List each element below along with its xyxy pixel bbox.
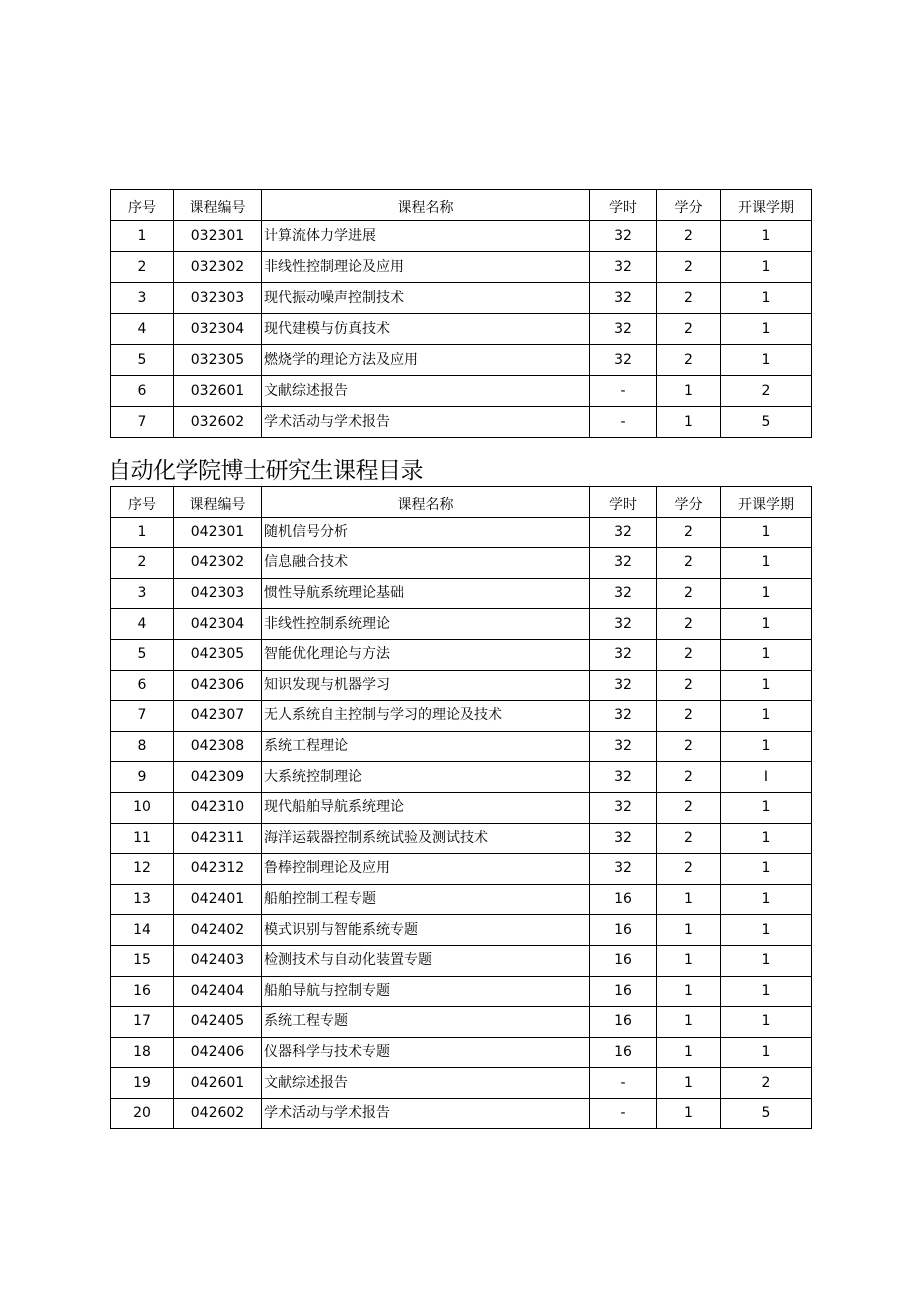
header-course-code: 课程编号 [174, 487, 262, 518]
table-row [111, 609, 812, 640]
table-row [111, 1068, 812, 1099]
cell-credits: 2 [657, 639, 721, 670]
cell-credits: 2 [657, 701, 721, 732]
cell-course-code: 042402 [174, 915, 262, 946]
table-row [111, 407, 812, 438]
cell-course-name: 信息融合技术 [262, 548, 590, 579]
cell-hours: 32 [590, 548, 657, 579]
cell-index: 11 [111, 823, 174, 854]
cell-index: 5 [111, 639, 174, 670]
cell-index: 9 [111, 762, 174, 793]
cell-hours: 32 [590, 517, 657, 548]
cell-course-name: 鲁棒控制理论及应用 [262, 854, 590, 885]
cell-hours: 16 [590, 915, 657, 946]
header-hours: 学时 [590, 487, 657, 518]
table-row [111, 252, 812, 283]
cell-semester: 1 [721, 945, 812, 976]
cell-semester: 1 [721, 345, 812, 376]
cell-credits: 1 [657, 407, 721, 438]
cell-index: 1 [111, 221, 174, 252]
cell-hours: 32 [590, 792, 657, 823]
cell-credits: 2 [657, 345, 721, 376]
cell-course-code: 032305 [174, 345, 262, 376]
table-row [111, 731, 812, 762]
cell-index: 6 [111, 376, 174, 407]
cell-index: 5 [111, 345, 174, 376]
cell-credits: 1 [657, 1098, 721, 1129]
cell-course-code: 032301 [174, 221, 262, 252]
cell-hours: 16 [590, 1037, 657, 1068]
cell-course-code: 042310 [174, 792, 262, 823]
cell-semester: 1 [721, 1037, 812, 1068]
cell-hours: 32 [590, 578, 657, 609]
cell-course-name: 现代振动噪声控制技术 [262, 283, 590, 314]
cell-course-name: 现代建模与仿真技术 [262, 314, 590, 345]
table-row [111, 639, 812, 670]
cell-credits: 1 [657, 1068, 721, 1099]
cell-credits: 2 [657, 578, 721, 609]
table-row [111, 884, 812, 915]
cell-course-code: 032304 [174, 314, 262, 345]
cell-index: 20 [111, 1098, 174, 1129]
header-index: 序号 [111, 190, 174, 221]
cell-credits: 1 [657, 1037, 721, 1068]
cell-course-name: 知识发现与机器学习 [262, 670, 590, 701]
cell-index: 6 [111, 670, 174, 701]
cell-index: 1 [111, 517, 174, 548]
cell-course-name: 随机信号分析 [262, 517, 590, 548]
cell-index: 10 [111, 792, 174, 823]
cell-course-code: 042306 [174, 670, 262, 701]
table-row [111, 1098, 812, 1129]
course-table-1 [110, 189, 812, 438]
cell-credits: 2 [657, 548, 721, 579]
table-row [111, 345, 812, 376]
cell-course-name: 非线性控制系统理论 [262, 609, 590, 640]
cell-index: 17 [111, 1007, 174, 1038]
cell-semester: 1 [721, 609, 812, 640]
cell-course-name: 计算流体力学进展 [262, 221, 590, 252]
cell-semester: 1 [721, 670, 812, 701]
cell-course-code: 042401 [174, 884, 262, 915]
cell-credits: 2 [657, 792, 721, 823]
cell-semester: 1 [721, 1007, 812, 1038]
cell-course-name: 现代船舶导航系统理论 [262, 792, 590, 823]
cell-hours: 16 [590, 976, 657, 1007]
cell-credits: 2 [657, 252, 721, 283]
cell-course-name: 无人系统自主控制与学习的理论及技术 [262, 701, 590, 732]
cell-course-name: 船舶导航与控制专题 [262, 976, 590, 1007]
cell-index: 3 [111, 283, 174, 314]
cell-credits: 2 [657, 609, 721, 640]
cell-semester: 5 [721, 1098, 812, 1129]
cell-semester: 1 [721, 792, 812, 823]
table-row [111, 548, 812, 579]
table-row [111, 823, 812, 854]
cell-index: 16 [111, 976, 174, 1007]
cell-semester: 1 [721, 578, 812, 609]
cell-course-name: 智能优化理论与方法 [262, 639, 590, 670]
cell-course-name: 学术活动与学术报告 [262, 407, 590, 438]
cell-course-name: 海洋运载器控制系统试验及测试技术 [262, 823, 590, 854]
cell-course-name: 文献综述报告 [262, 1068, 590, 1099]
cell-semester: 2 [721, 1068, 812, 1099]
cell-credits: 1 [657, 376, 721, 407]
cell-course-name: 模式识别与智能系统专题 [262, 915, 590, 946]
table-row [111, 854, 812, 885]
cell-credits: 2 [657, 283, 721, 314]
cell-course-code: 032601 [174, 376, 262, 407]
table-row [111, 283, 812, 314]
cell-semester: 1 [721, 283, 812, 314]
cell-index: 14 [111, 915, 174, 946]
cell-hours: 32 [590, 314, 657, 345]
table-header-row [111, 487, 812, 518]
header-course-name: 课程名称 [262, 487, 590, 518]
cell-credits: 1 [657, 915, 721, 946]
cell-course-code: 042308 [174, 731, 262, 762]
cell-semester: 1 [721, 517, 812, 548]
cell-course-code: 042305 [174, 639, 262, 670]
cell-hours: - [590, 1068, 657, 1099]
cell-semester: 1 [721, 884, 812, 915]
cell-credits: 2 [657, 221, 721, 252]
cell-course-code: 042309 [174, 762, 262, 793]
cell-index: 12 [111, 854, 174, 885]
cell-semester: 1 [721, 548, 812, 579]
cell-course-name: 检测技术与自动化装置专题 [262, 945, 590, 976]
cell-hours: - [590, 376, 657, 407]
cell-course-code: 042302 [174, 548, 262, 579]
cell-credits: 1 [657, 884, 721, 915]
cell-hours: 32 [590, 823, 657, 854]
cell-course-name: 大系统控制理论 [262, 762, 590, 793]
cell-course-code: 042312 [174, 854, 262, 885]
cell-credits: 2 [657, 823, 721, 854]
table-row [111, 517, 812, 548]
cell-course-code: 042403 [174, 945, 262, 976]
cell-course-name: 学术活动与学术报告 [262, 1098, 590, 1129]
cell-semester: 2 [721, 376, 812, 407]
cell-index: 4 [111, 609, 174, 640]
cell-course-name: 惯性导航系统理论基础 [262, 578, 590, 609]
cell-hours: 32 [590, 345, 657, 376]
cell-hours: 32 [590, 221, 657, 252]
cell-hours: 16 [590, 1007, 657, 1038]
cell-semester: 1 [721, 701, 812, 732]
cell-semester: 1 [721, 252, 812, 283]
table-row [111, 314, 812, 345]
cell-course-code: 042307 [174, 701, 262, 732]
header-course-name: 课程名称 [262, 190, 590, 221]
table-row [111, 1037, 812, 1068]
table-row [111, 670, 812, 701]
cell-course-name: 系统工程专题 [262, 1007, 590, 1038]
cell-credits: 1 [657, 976, 721, 1007]
cell-credits: 2 [657, 731, 721, 762]
table-row [111, 221, 812, 252]
cell-hours: 32 [590, 762, 657, 793]
cell-course-name: 船舶控制工程专题 [262, 884, 590, 915]
section-title: 自动化学院博士研究生课程目录 [108, 458, 423, 484]
cell-credits: 2 [657, 762, 721, 793]
cell-course-name: 仪器科学与技术专题 [262, 1037, 590, 1068]
header-course-code: 课程编号 [174, 190, 262, 221]
cell-semester: I [721, 762, 812, 793]
cell-course-name: 非线性控制理论及应用 [262, 252, 590, 283]
cell-index: 13 [111, 884, 174, 915]
cell-course-code: 042405 [174, 1007, 262, 1038]
table-row [111, 578, 812, 609]
table-row [111, 762, 812, 793]
header-index: 序号 [111, 487, 174, 518]
cell-credits: 2 [657, 314, 721, 345]
cell-course-name: 系统工程理论 [262, 731, 590, 762]
cell-course-code: 032302 [174, 252, 262, 283]
table-row [111, 1007, 812, 1038]
cell-hours: 16 [590, 945, 657, 976]
cell-index: 8 [111, 731, 174, 762]
cell-course-code: 042303 [174, 578, 262, 609]
cell-semester: 5 [721, 407, 812, 438]
cell-credits: 2 [657, 517, 721, 548]
cell-semester: 1 [721, 639, 812, 670]
cell-hours: 32 [590, 701, 657, 732]
cell-hours: - [590, 407, 657, 438]
cell-hours: 32 [590, 252, 657, 283]
cell-index: 18 [111, 1037, 174, 1068]
header-credits: 学分 [657, 487, 721, 518]
cell-course-code: 032602 [174, 407, 262, 438]
cell-course-code: 042301 [174, 517, 262, 548]
cell-credits: 1 [657, 1007, 721, 1038]
course-table-2 [110, 486, 812, 1129]
cell-course-code: 042404 [174, 976, 262, 1007]
cell-hours: 16 [590, 884, 657, 915]
cell-course-code: 042602 [174, 1098, 262, 1129]
header-credits: 学分 [657, 190, 721, 221]
table-row [111, 976, 812, 1007]
cell-semester: 1 [721, 976, 812, 1007]
cell-hours: 32 [590, 283, 657, 314]
header-hours: 学时 [590, 190, 657, 221]
cell-index: 15 [111, 945, 174, 976]
header-semester: 开课学期 [721, 190, 812, 221]
table-row [111, 915, 812, 946]
cell-index: 3 [111, 578, 174, 609]
table-header-row [111, 190, 812, 221]
cell-course-code: 042304 [174, 609, 262, 640]
cell-course-name: 文献综述报告 [262, 376, 590, 407]
cell-credits: 2 [657, 854, 721, 885]
cell-hours: - [590, 1098, 657, 1129]
cell-hours: 32 [590, 731, 657, 762]
cell-index: 7 [111, 407, 174, 438]
header-semester: 开课学期 [721, 487, 812, 518]
cell-index: 2 [111, 548, 174, 579]
cell-index: 19 [111, 1068, 174, 1099]
cell-index: 4 [111, 314, 174, 345]
cell-credits: 1 [657, 945, 721, 976]
cell-hours: 32 [590, 609, 657, 640]
cell-course-code: 042311 [174, 823, 262, 854]
table-row [111, 376, 812, 407]
cell-hours: 32 [590, 639, 657, 670]
cell-course-code: 032303 [174, 283, 262, 314]
cell-course-name: 燃烧学的理论方法及应用 [262, 345, 590, 376]
cell-semester: 1 [721, 823, 812, 854]
cell-course-code: 042601 [174, 1068, 262, 1099]
table-row [111, 792, 812, 823]
cell-course-code: 042406 [174, 1037, 262, 1068]
cell-index: 7 [111, 701, 174, 732]
cell-semester: 1 [721, 854, 812, 885]
cell-semester: 1 [721, 731, 812, 762]
cell-credits: 2 [657, 670, 721, 701]
cell-semester: 1 [721, 915, 812, 946]
table-row [111, 701, 812, 732]
cell-semester: 1 [721, 314, 812, 345]
cell-semester: 1 [721, 221, 812, 252]
cell-hours: 32 [590, 670, 657, 701]
table-row [111, 945, 812, 976]
cell-index: 2 [111, 252, 174, 283]
cell-hours: 32 [590, 854, 657, 885]
